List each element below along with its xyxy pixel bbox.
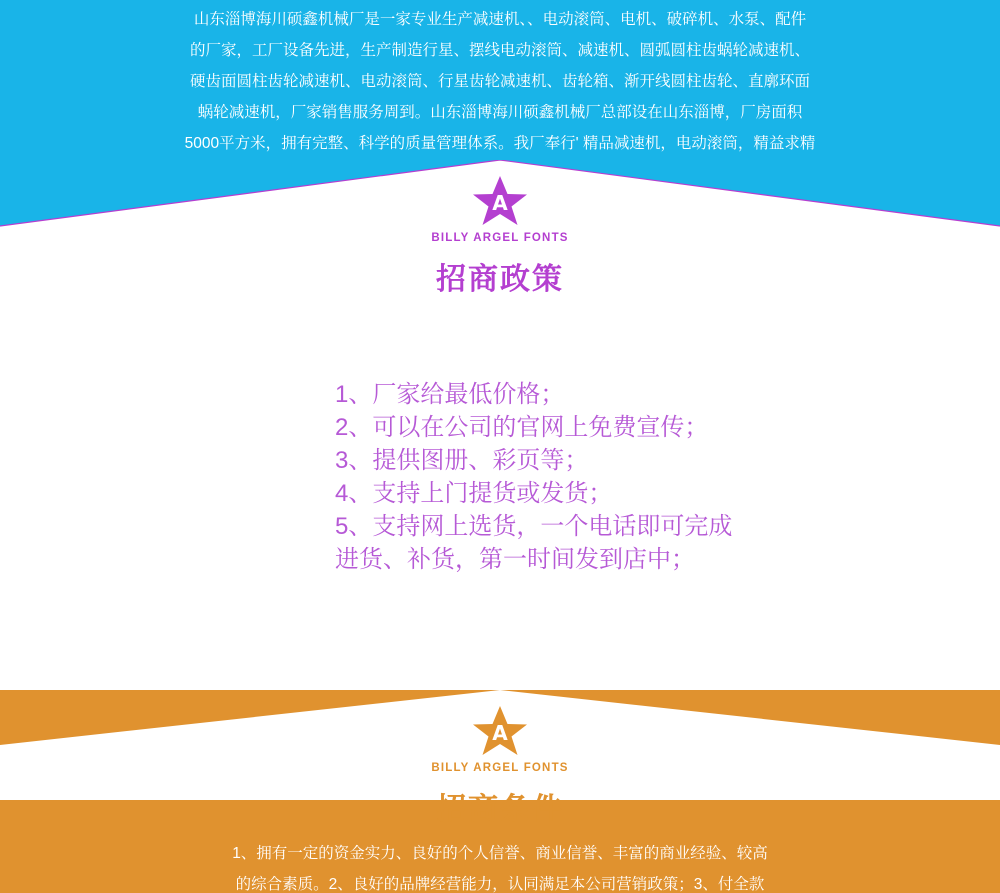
policy-item: 2、可以在公司的官网上免费宣传； — [335, 414, 709, 441]
policy-item: 4、支持上门提货或发货； — [335, 480, 613, 507]
policy-logo-block — [350, 176, 650, 298]
policy-section-title: 招商政策 — [436, 262, 564, 297]
intro-line: 5000平方米，拥有完整、科学的质量管理体系。我厂奉行' 精品减速机，电动滚筒，精益求精 — [184, 135, 816, 152]
star-icon — [472, 176, 528, 230]
policy-item: 3、提供图册、彩页等； — [335, 447, 589, 474]
policy-item-list — [335, 378, 895, 576]
logo-subtitle: BILLY ARGEL FONTS — [431, 232, 569, 244]
condition-line: 1、拥有一定的资金实力、良好的个人信誉、商业信誉、丰富的商业经验、较高 — [232, 845, 768, 862]
star-letter: A — [492, 721, 508, 745]
policy-item: 5、支持网上选货，一个电话即可完成 — [335, 513, 733, 540]
intro-line: 的厂家，工厂设备先进，生产制造行星、摆线电动滚筒、减速机、圆弧圆柱齿蜗轮减速机、 — [189, 42, 810, 59]
intro-line: 山东淄博海川硕鑫机械厂是一家专业生产减速机、、电动滚筒、电机、破碎机、水泵、配件 — [193, 11, 807, 28]
condition-logo-block — [350, 706, 650, 828]
condition-section-title: 招商条件 — [436, 792, 564, 827]
condition-line: 的综合素质。2、良好的品牌经营能力，认同满足本公司营销政策；3、付全款 — [235, 876, 765, 893]
policy-item: 进货、补货，第一时间发到店中； — [335, 546, 695, 573]
condition-text — [0, 838, 1000, 893]
company-intro-text — [0, 0, 1000, 159]
policy-item: 1、厂家给最低价格； — [335, 381, 565, 408]
star-letter: A — [492, 191, 508, 215]
star-icon — [472, 706, 528, 760]
logo-subtitle: BILLY ARGEL FONTS — [431, 762, 569, 774]
intro-line: 硬齿面圆柱齿轮减速机、电动滚筒、行星齿轮减速机、齿轮箱、渐开线圆柱齿轮、直廓环面 — [189, 73, 810, 90]
intro-line: 蜗轮减速机，厂家销售服务周到。山东淄博海川硕鑫机械厂总部设在山东淄博，厂房面积 — [197, 104, 803, 121]
